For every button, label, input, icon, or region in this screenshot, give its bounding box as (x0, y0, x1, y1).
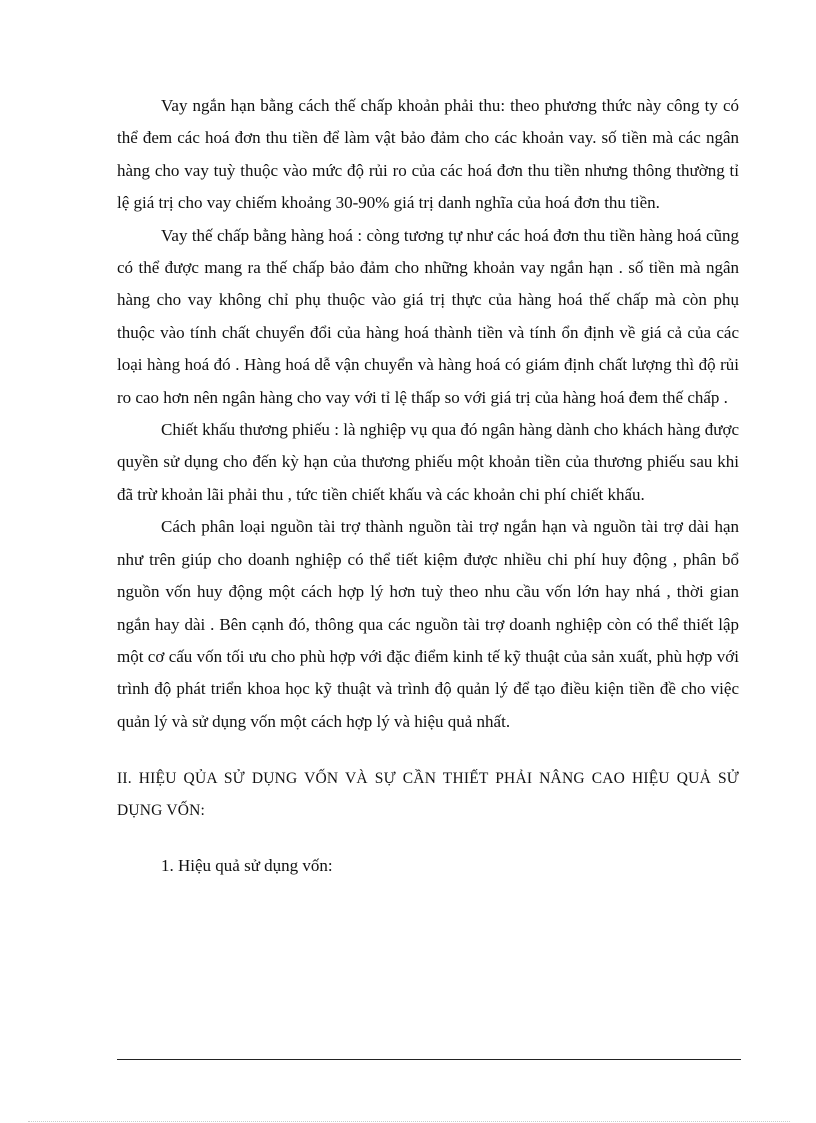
paragraph-goods-collateral-loan: Vay thế chấp bằng hàng hoá : còng tương tự như các hoá đơn thu tiền hàng hoá cũng có thể được mang ra thế chấp bảo đảm cho những khoản vay ngắn hạn . số tiền mà ngân hàng cho vay không chỉ phụ thuộc vào giá trị thực của hàng hoá thế chấp mà còn phụ thuộc vào tính chất chuyển đổi của hàng hoá thành tiền và tính ổn định về giá cả của các loại hàng hoá đó . Hàng hoá dễ vận chuyển và hàng hoá có giám định chất lượng thì độ rủi ro cao hơn nên ngân hàng cho vay với tỉ lệ thấp so với giá trị của hàng hoá đem thế chấp . (117, 225, 739, 407)
page-bottom-edge (28, 1121, 790, 1122)
subsection-heading: 1. Hiệu quả sử dụng vốn: (161, 856, 333, 876)
footer-rule (117, 1059, 741, 1060)
page-body (117, 90, 739, 882)
paragraph-receivables-loan: Vay ngắn hạn bằng cách thế chấp khoản phải thu: theo phương thức này công ty có thể đem các hoá đơn thu tiền để làm vật bảo đảm cho các khoản vay. số tiền mà các ngân hàng cho vay tuỳ thuộc vào mức độ rủi ro của các hoá đơn thu tiền nhưng thông thường tỉ lệ giá trị cho vay chiếm khoảng 30-90% giá trị danh nghĩa của hoá đơn thu tiền. (117, 96, 739, 213)
paragraph-bill-discounting: Chiết khấu thương phiếu : là nghiệp vụ qua đó ngân hàng dành cho khách hàng được quyền sử dụng cho đến kỳ hạn của thương phiếu một khoản tiền của thương phiếu sau khi đã trừ khoản lãi phải thu , tức tiền chiết khấu và các khoản chi phí chiết khấu. (117, 420, 739, 504)
paragraph-funding-classification: Cách phân loại nguồn tài trợ thành nguồn tài trợ ngắn hạn và nguồn tài trợ dài hạn như trên giúp cho doanh nghiệp có thể tiết kiệm được nhiều chi phí huy động , phân bổ nguồn vốn huy động một cách hợp lý hơn tuỳ theo nhu cầu vốn lớn hay nhá , thời gian ngắn hay dài . Bên cạnh đó, thông qua các nguồn tài trợ doanh nghiệp còn có thể thiết lập một cơ cấu vốn tối ưu cho phù hợp với đặc điểm kinh tế kỹ thuật của sản xuất, phù hợp với trình độ phát triển khoa học kỹ thuật và trình độ quản lý để tạo điều kiện tiền đề cho việc quản lý và sử dụng vốn một cách hợp lý và hiệu quả nhất. (117, 517, 739, 731)
section-heading: II. HIỆU QỦA SỬ DỤNG VỐN VÀ SỰ CẦN THIẾT PHẢI NÂNG CAO HIỆU QUẢ SỬ DỤNG VỐN: (117, 770, 739, 820)
